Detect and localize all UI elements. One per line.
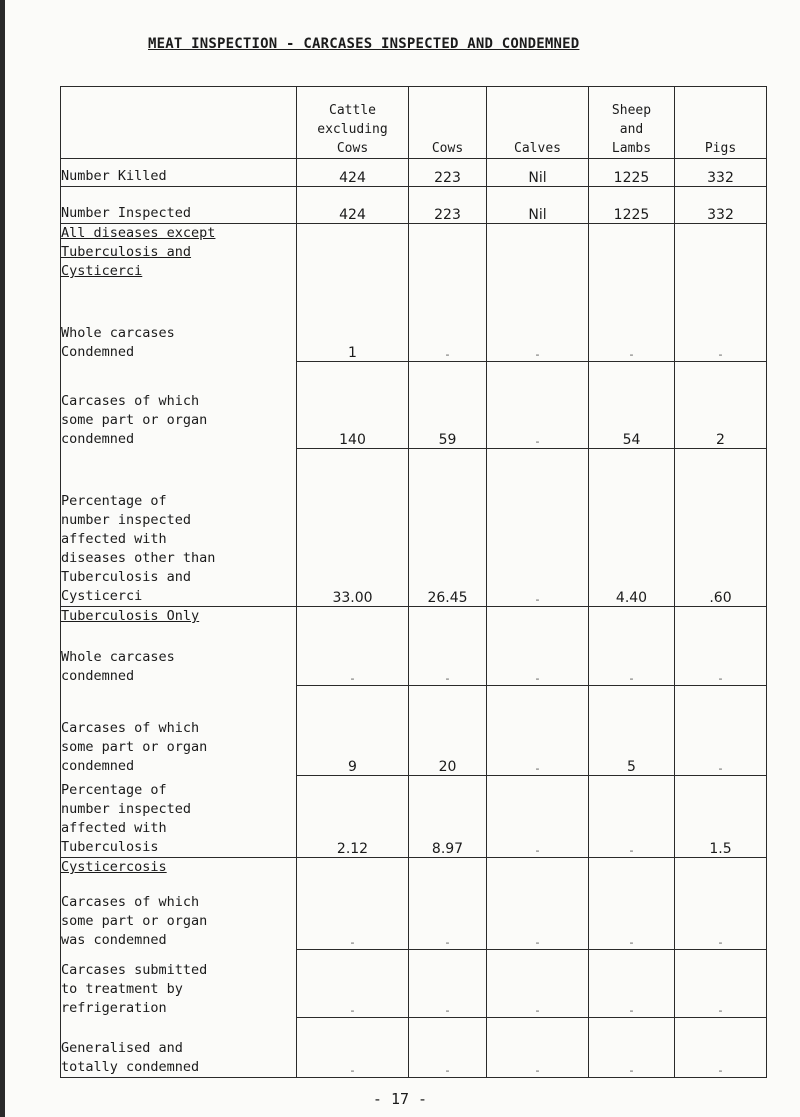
page-title: MEAT INSPECTION - CARCASES INSPECTED AND CONDEMNED — [148, 36, 580, 52]
table-cell: - — [675, 858, 767, 950]
table-cell: - — [487, 950, 589, 1018]
table-cell: - — [589, 858, 675, 950]
table-cell: 1 — [297, 224, 409, 362]
table-cell: - — [297, 1018, 409, 1078]
table-cell: 424 — [297, 159, 409, 187]
table-cell: - — [409, 1018, 487, 1078]
table-cell: - — [589, 607, 675, 686]
table-cell: - — [487, 224, 589, 362]
table-cell: Nil — [487, 159, 589, 187]
header-cell: Calves — [487, 87, 589, 159]
row-label: Carcases of which some part or organ was condemned — [61, 882, 297, 950]
table-cell: 140 — [297, 362, 409, 449]
table-cell: 424 — [297, 187, 409, 224]
table-cell: - — [297, 858, 409, 950]
table-cell: 8.97 — [409, 776, 487, 858]
table-row — [61, 950, 767, 1018]
table-cell: - — [487, 362, 589, 449]
header-cell: Cows — [409, 87, 487, 159]
meat-inspection-table — [60, 86, 767, 1078]
section-row — [61, 607, 767, 635]
table-cell: - — [487, 858, 589, 950]
table-cell: - — [675, 1018, 767, 1078]
table-cell: 1.5 — [675, 776, 767, 858]
table-cell: - — [409, 607, 487, 686]
table-cell: 2.12 — [297, 776, 409, 858]
table-cell: - — [675, 224, 767, 362]
table-row — [61, 776, 767, 858]
table-cell: 54 — [589, 362, 675, 449]
row-label: Carcases of which some part or organ condemned — [61, 362, 297, 449]
row-label: Number Inspected — [61, 187, 297, 224]
row-label: Whole carcases condemned — [61, 635, 297, 686]
table-cell: 2 — [675, 362, 767, 449]
row-label: Generalised and totally condemned — [61, 1018, 297, 1078]
table-cell: 223 — [409, 159, 487, 187]
table-cell: 26.45 — [409, 449, 487, 607]
table-cell: - — [487, 776, 589, 858]
table-cell: - — [675, 686, 767, 776]
table-row — [61, 1018, 767, 1078]
table-cell: Nil — [487, 187, 589, 224]
table-cell: 5 — [589, 686, 675, 776]
row-label: Percentage of number inspected affected with Tuberculosis — [61, 776, 297, 858]
table-cell: - — [589, 224, 675, 362]
table-row — [61, 686, 767, 776]
table-row — [61, 159, 767, 187]
table-cell: .60 — [675, 449, 767, 607]
header-row — [61, 87, 767, 159]
table-cell: - — [409, 950, 487, 1018]
page-edge — [0, 0, 5, 1117]
table-cell: - — [409, 224, 487, 362]
page-number: - 17 - — [372, 1090, 428, 1108]
row-label: Percentage of number inspected affected with diseases other than Tuberculosis and Cysticerci — [61, 449, 297, 607]
table-cell: 1225 — [589, 159, 675, 187]
table-cell: - — [589, 950, 675, 1018]
table-row — [61, 187, 767, 224]
section-row — [61, 858, 767, 882]
table-cell: - — [675, 950, 767, 1018]
header-cell: Sheep and Lambs — [589, 87, 675, 159]
table-cell: - — [675, 607, 767, 686]
section-title-all-diseases: All diseases except Tuberculosis and Cysticerci — [61, 224, 297, 296]
table-cell: 1225 — [589, 187, 675, 224]
row-label: Whole carcases Condemned — [61, 296, 297, 362]
table-cell: 33.00 — [297, 449, 409, 607]
header-cell: Pigs — [675, 87, 767, 159]
table-cell: 59 — [409, 362, 487, 449]
table-row — [61, 362, 767, 449]
section-row — [61, 224, 767, 296]
table-cell: 223 — [409, 187, 487, 224]
row-label: Number Killed — [61, 159, 297, 187]
table-cell: - — [589, 776, 675, 858]
row-label: Carcases submitted to treatment by refrigeration — [61, 950, 297, 1018]
table-cell: 20 — [409, 686, 487, 776]
table-cell: - — [297, 950, 409, 1018]
header-blank — [61, 87, 297, 159]
table-cell: - — [297, 607, 409, 686]
table-cell: 4.40 — [589, 449, 675, 607]
section-title-cysticercosis: Cysticercosis — [61, 858, 297, 882]
table-cell: - — [589, 1018, 675, 1078]
table-cell: 9 — [297, 686, 409, 776]
table-cell: - — [487, 607, 589, 686]
table-cell: - — [409, 858, 487, 950]
header-cell: Cattle excluding Cows — [297, 87, 409, 159]
table-cell: - — [487, 449, 589, 607]
table-row — [61, 449, 767, 607]
row-label: Carcases of which some part or organ condemned — [61, 686, 297, 776]
table-cell: 332 — [675, 187, 767, 224]
table-cell: - — [487, 686, 589, 776]
table-cell: - — [487, 1018, 589, 1078]
table-cell: 332 — [675, 159, 767, 187]
section-title-tuberculosis: Tuberculosis Only — [61, 607, 297, 635]
